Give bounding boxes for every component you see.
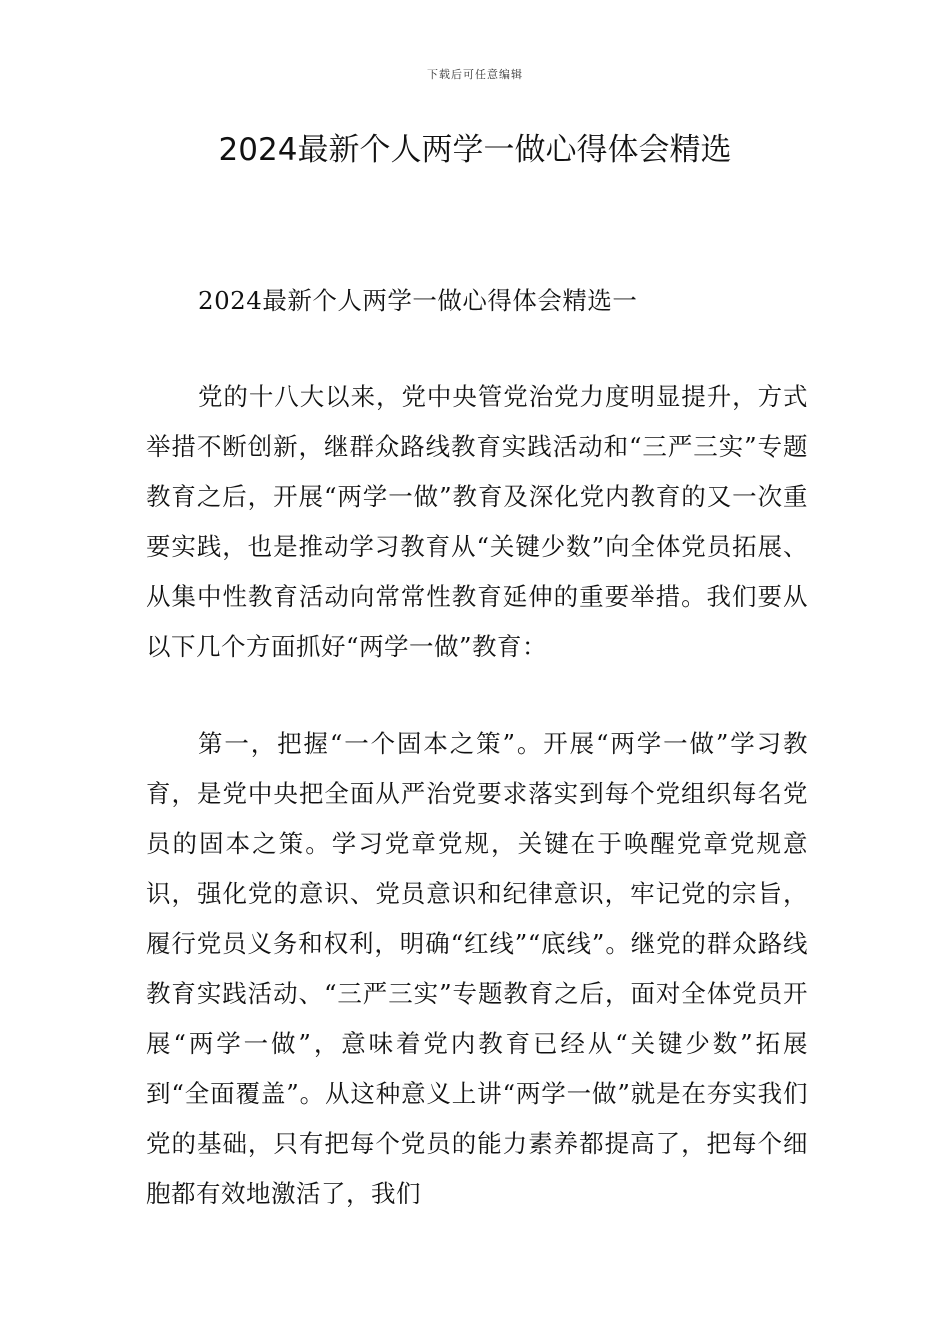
section-subtitle: 2024最新个人两学一做心得体会精选一 (198, 286, 638, 315)
paragraph-1: 党的十八大以来，党中央管党治党力度明显提升，方式举措不断创新，继群众路线教育实践活动和“三严三实”专题教育之后，开展“两学一做”教育及深化党内教育的又一次重要实践，也是推动学习教育从“关键少数”向全体党员拓展、从集中性教育活动向常常性教育延伸的重要举措。我们要从以下几个方面抓好“两学一做”教育： (146, 382, 808, 661)
document-title: 2024最新个人两学一做心得体会精选 (218, 132, 732, 168)
paragraph-2: 第一，把握“一个固本之策”。开展“两学一做”学习教育，是党中央把全面从严治党要求落实到每个党组织每名党员的固本之策。学习党章党规，关键在于唤醒党章党规意识，强化党的意识、党员意识和纪律意识，牢记党的宗旨，履行党员义务和权利，明确“红线”“底线”。继党的群众路线教育实践活动、“三严三实”专题教育之后，面对全体党员开展“两学一做”，意味着党内教育已经从“关键少数”拓展到“全面覆盖”。从这种意义上讲“两学一做”就是在夯实我们党的基础，只有把每个党员的能力素养都提高了，把每个细胞都有效地激活了，我们 (146, 729, 808, 1208)
header-note: 下载后可任意编辑 (427, 68, 523, 81)
